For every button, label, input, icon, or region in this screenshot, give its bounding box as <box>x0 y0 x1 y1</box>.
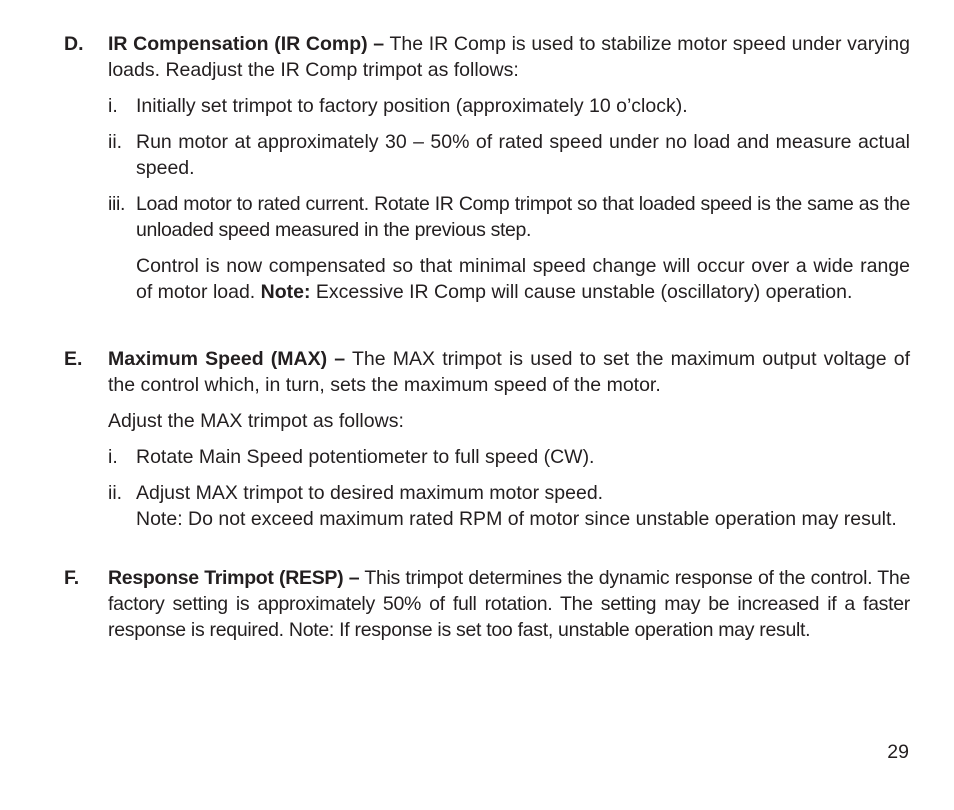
item-number: iii. <box>108 193 126 215</box>
section-heading: Maximum Speed (MAX) – <box>108 348 346 370</box>
item-text: Run motor at approximately 30 – 50% of rated speed under no load and measure actual speed. <box>136 131 910 179</box>
item-number: ii. <box>108 131 123 153</box>
note-label: Note: <box>260 281 311 303</box>
intro-text: The IR Comp is used to stabilize motor speed under varying loads. Readjust the IR Comp trimpot as follows: <box>108 33 910 81</box>
followup-text: Control is now compensated so that minimal speed change will occur over a wide range of motor load. <box>136 255 910 303</box>
section-letter: E. <box>64 348 83 370</box>
section-letter: F. <box>64 567 80 589</box>
section-e <box>64 346 910 532</box>
note-text: Excessive IR Comp will cause unstable (oscillatory) operation. <box>310 281 853 303</box>
item-note: Note: Do not exceed maximum rated RPM of motor since unstable operation may result. <box>136 508 897 530</box>
item-number: ii. <box>108 482 123 504</box>
section-heading: IR Compensation (IR Comp) – <box>108 33 385 55</box>
item-number: i. <box>108 95 118 117</box>
list-item <box>108 129 910 181</box>
item-text: Rotate Main Speed potentiometer to full speed (CW). <box>136 446 595 468</box>
intro-text: The MAX trimpot is used to set the maximum output voltage of the control which, in turn, sets the maximum speed of the motor. <box>108 348 910 396</box>
section-heading: Response Trimpot (RESP) – <box>108 567 360 589</box>
section-intro <box>108 346 910 398</box>
page-number: 29 <box>887 741 909 763</box>
list-item <box>108 93 910 119</box>
list-item <box>108 444 910 470</box>
list-item <box>108 480 910 532</box>
list-item <box>108 191 910 243</box>
adjust-line: Adjust the MAX trimpot as follows: <box>108 410 404 432</box>
item-text: Adjust MAX trimpot to desired maximum motor speed. <box>136 482 604 504</box>
section-d <box>64 31 910 305</box>
section-intro <box>108 31 910 83</box>
item-text: Load motor to rated current. Rotate IR Comp trimpot so that loaded speed is the same as the unloaded speed measured in the previous step. <box>136 193 910 241</box>
item-text: Initially set trimpot to factory position (approximately 10 o’clock). <box>136 95 688 117</box>
section-intro <box>108 565 910 643</box>
section-letter: D. <box>64 33 84 55</box>
followup-paragraph <box>108 253 910 305</box>
intro-text: This trimpot determines the dynamic response of the control. The factory setting is approximately 50% of full rotation. The setting may be increased if a faster response is required. Note: If response is set too fast, unstable operation may result. <box>108 567 910 641</box>
section-f <box>64 565 910 643</box>
item-number: i. <box>108 446 118 468</box>
